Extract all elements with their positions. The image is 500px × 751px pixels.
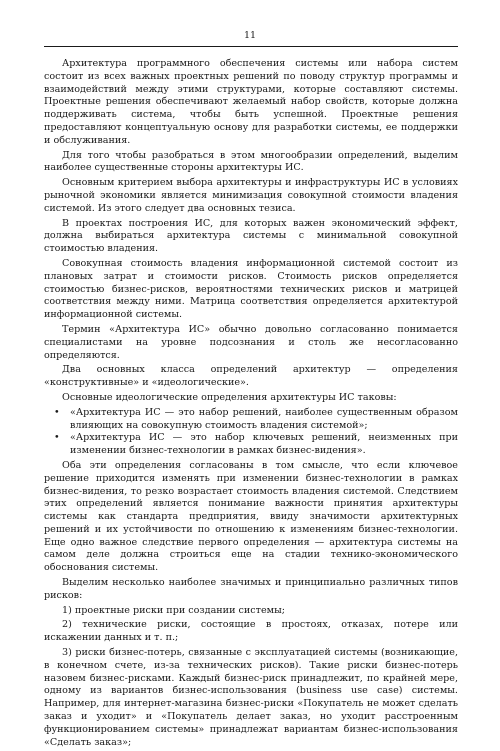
list-item: • «Архитектура ИС — это набор решений, наиболее существенным образом влияющих на совокупную стоимость владения системой»; — [70, 407, 458, 433]
paragraph: Термин «Архитектура ИС» обычно довольно согласованно понимается специалистами на уровне подсознания и столь же несогласованно определяются. — [44, 323, 458, 361]
header-rule — [44, 46, 458, 47]
risk-item: 2) технические риски, состоящие в простоях, отказах, потере или искажении данных и т. п.; — [44, 619, 458, 644]
paragraph: В проектах построения ИС, для которых важен экономический эффект, должна выбираться архитектура системы с минимальной совокупной стоимостью владения. — [44, 217, 458, 255]
paragraph: Оба эти определения согласованы в том смысле, что если ключевое решение приходится изменять при изменении бизнес-технологии в рамках бизнес-видения, то резко возрастает стоимость владения системой. Следствием этих определений является понимание важности принятия архитектуры системы как стандарта предприятия, ввиду значимости архитектурных решений и их устойчивости по отношению к изменениям бизнес-технологии. Еще одно важное следствие первого определения — архитектура системы на самом деле должна строиться еще на стадии технико-экономического обоснования системы. — [44, 459, 458, 574]
paragraph: Для того чтобы разобраться в этом многообразии определений, выделим наиболее существенные стороны архитектуры ИС. — [44, 149, 458, 174]
risk-item: 1) проектные риски при создании системы; — [62, 604, 285, 616]
page-number: 11 — [243, 30, 257, 41]
paragraph: Основные идеологические определения архитектуры ИС таковы: — [62, 391, 397, 403]
paragraph: Два основных класса определений архитектур — определения «конструктивные» и «идеологические». — [44, 364, 458, 389]
paragraph: Совокупная стоимость владения информационной системой состоит из плановых затрат и стоимости рисков. Стоимость рисков определяется стоимостью бизнес-рисков, вероятностями технических рисков и матрицей соответствия между ними. Матрица соответствия определяется архитектурой информационной системы. — [44, 257, 458, 321]
paragraph: Основным критерием выбора архитектуры и инфраструктуры ИС в условиях рыночной экономики является минимизация совокупной стоимости владения системой. Из этого следует два основных тезиса. — [44, 177, 458, 214]
body-text — [44, 58, 458, 751]
paragraph: Выделим несколько наиболее значимых и принципиально различных типов рисков: — [44, 577, 458, 601]
risk-item: 3) риски бизнес-потерь, связанные с эксплуатацией системы (возникающие, в конечном счете, из-за технических рисков). Такие риски бизнес-потерь назовем бизнес-рисками. Каждый бизнес-риск принадлежит, по крайней мере, одному из вариантов бизнес-использования (business use case) системы. Например, для интернет-магазина бизнес-риски «Покупатель не может сделать заказ и уходит» и «Покупатель делает заказ, но уходит расстроенным функционированием системы» принадлежат вариантам бизнес-использования «Сделать заказ»; — [44, 647, 458, 748]
definitions-list — [44, 407, 458, 458]
paragraph: Архитектура программного обеспечения системы или набора систем состоит из всех важных проектных решений по поводу структур программы и взаимодействий между этими структурами, которые составляют системы. Проектные решения обеспечивают желаемый набор свойств, которые должна поддерживать система, чтобы быть успешной. Проектные решения предоставляют концептуальную основу для разработки системы, ее поддержки и обслуживания. — [44, 58, 458, 146]
list-item: • «Архитектура ИС — это набор ключевых решений, неизменных при изменении бизнес-технологии в рамках бизнес-видения». — [70, 432, 458, 458]
